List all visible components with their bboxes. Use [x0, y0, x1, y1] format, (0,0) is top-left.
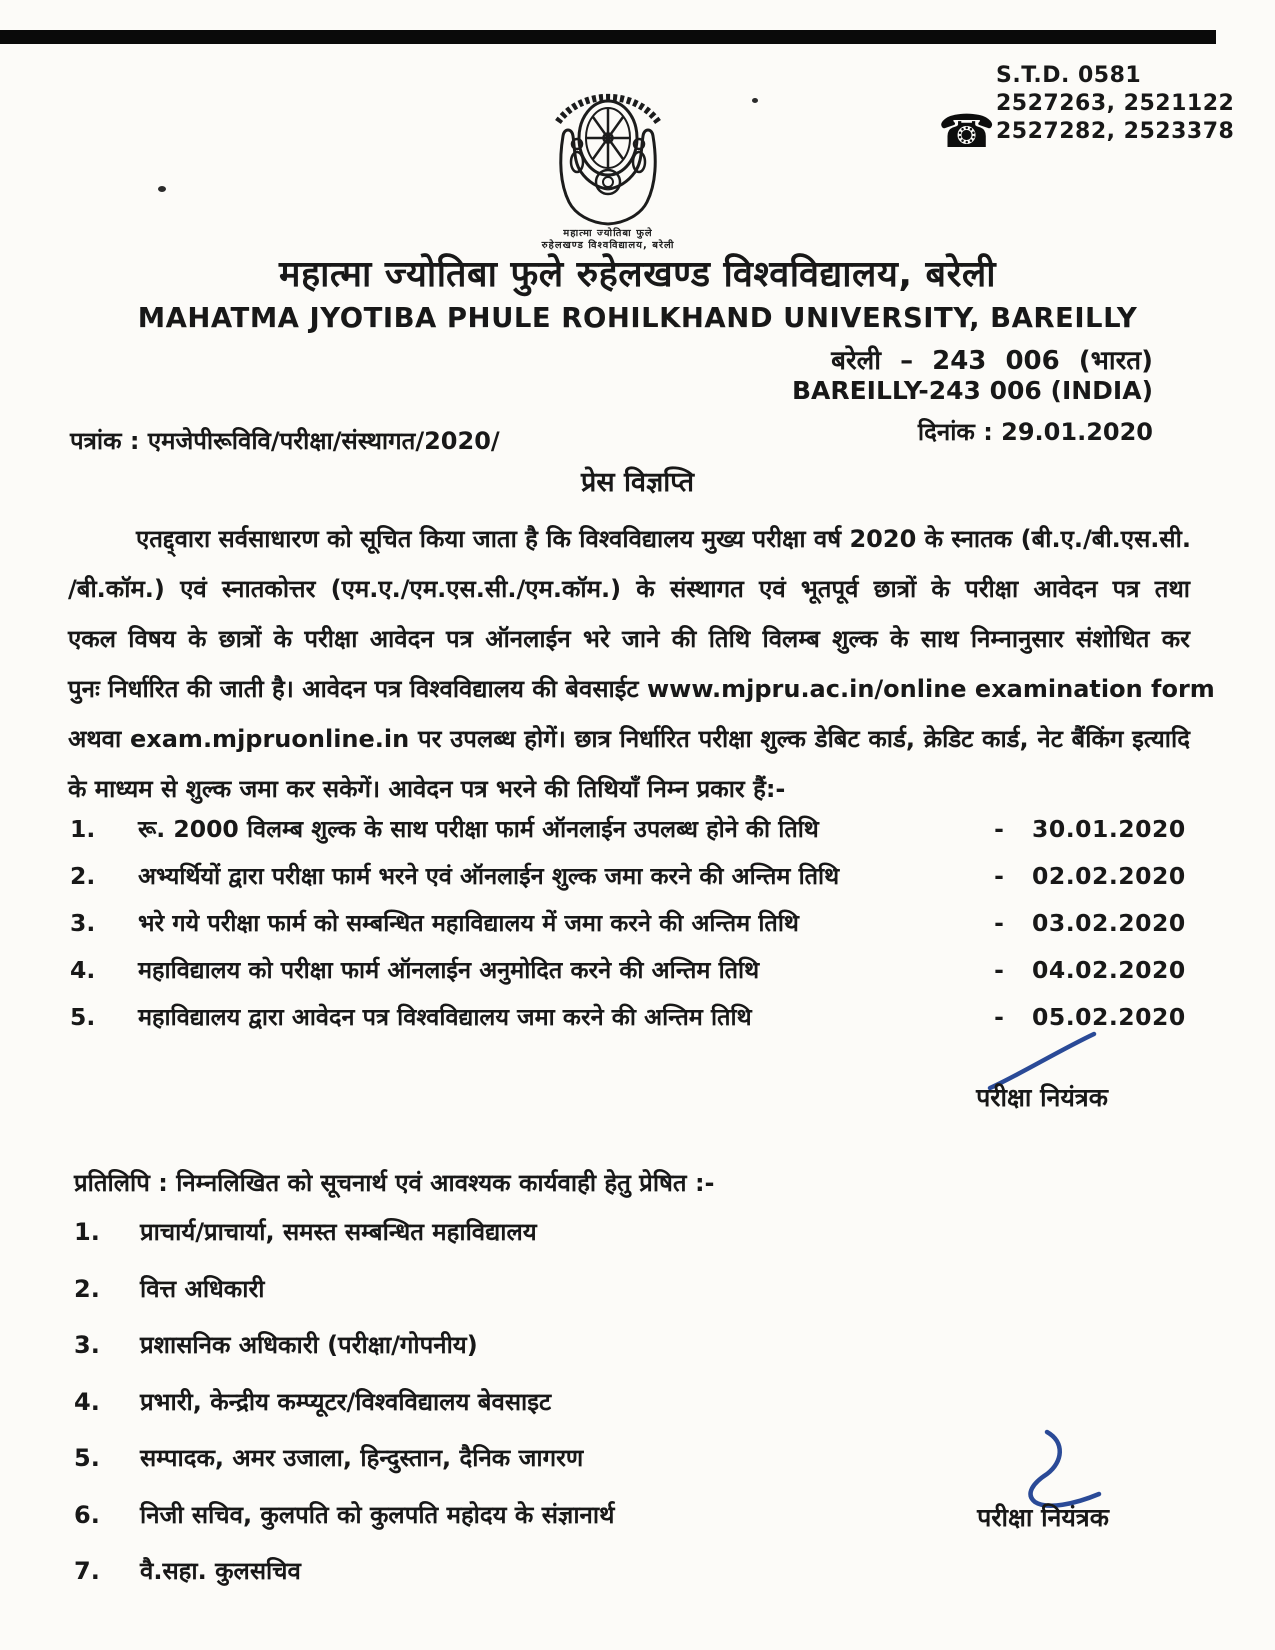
item-number: 6. — [74, 1500, 100, 1529]
body-paragraph — [68, 514, 1215, 814]
item-date: 04.02.2020 — [1032, 956, 1186, 984]
signature-block-top — [927, 1030, 1157, 1114]
item-text: महाविद्यालय द्वारा आवेदन पत्र विश्वविद्यालय जमा करने की अन्तिम तिथि — [138, 1003, 752, 1031]
body-line: एतद्द्वारा सर्वसाधारण को सूचित किया जाता है कि विश्वविद्यालय मुख्य परीक्षा वर्ष 2020 के स्नातक (बी.ए./बी.एस.सी. — [136, 525, 1191, 553]
date-schedule-list — [70, 812, 1186, 1047]
item-text: वित्त अधिकारी — [140, 1274, 265, 1303]
item-number: 5. — [74, 1444, 100, 1472]
item-number: 3. — [74, 1331, 100, 1359]
item-number: 1. — [74, 1218, 100, 1246]
copy-row — [74, 1269, 974, 1326]
phone-numbers-1: 2527263, 2521122 — [996, 91, 1235, 116]
logo-caption-1: महात्मा ज्योतिबा फुले — [563, 228, 653, 239]
item-text: वै.सहा. कुलसचिव — [140, 1557, 301, 1585]
item-number: 2. — [74, 1274, 100, 1303]
item-number: 3. — [70, 909, 96, 937]
reference-number: पत्रांक : एमजेपीरूविवि/परीक्षा/संस्थागत/2020/ — [70, 427, 500, 455]
copy-row — [74, 1382, 974, 1439]
copy-distribution-list — [74, 1212, 974, 1608]
item-text: रू. 2000 विलम्ब शुल्क के साथ परीक्षा फार्म ऑनलाईन उपलब्ध होने की तिथि — [138, 815, 819, 843]
phone-icon: ☎ — [938, 104, 996, 158]
item-text: प्राचार्य/प्राचार्या, समस्त सम्बन्धित महाविद्यालय — [140, 1218, 537, 1246]
item-number: 4. — [74, 1387, 100, 1416]
body-line: पुनः निर्धारित की जाती है। आवेदन पत्र विश्वविद्यालय की बेवसाईट www.mjpru.ac.in/online examination form — [68, 675, 1215, 703]
university-title-english: MAHATMA JYOTIBA PHULE ROHILKHAND UNIVERSITY, BAREILLY — [137, 302, 1138, 334]
std-code: S.T.D. 0581 — [996, 63, 1142, 88]
item-text: महाविद्यालय को परीक्षा फार्म ऑनलाईन अनुमोदित करने की अन्तिम तिथि — [138, 956, 760, 984]
item-text: प्रभारी, केन्द्रीय कम्प्यूटर/विश्वविद्यालय बेवसाइट — [140, 1387, 552, 1416]
body-line: अथवा exam.mjpruonline.in पर उपलब्ध होगें। छात्र निर्धारित परीक्षा शुल्क डेबिट कार्ड, क्रेडिट कार्ड, नेट बैंकिंग इत्यादि — [68, 725, 1190, 753]
item-date: 03.02.2020 — [1032, 909, 1186, 937]
scan-speck — [158, 186, 166, 192]
item-separator: - — [994, 862, 1004, 890]
scan-artifact-bar — [0, 30, 1216, 44]
item-separator: - — [994, 956, 1004, 984]
schedule-row — [70, 953, 1186, 1000]
logo-caption-2: रुहेलखण्ड विश्वविद्यालय, बरेली — [541, 240, 675, 251]
phone-numbers-2: 2527282, 2523378 — [996, 119, 1235, 144]
letter-date: दिनांक : 29.01.2020 — [917, 418, 1153, 446]
item-text: प्रशासनिक अधिकारी (परीक्षा/गोपनीय) — [140, 1331, 478, 1359]
item-number: 7. — [74, 1557, 100, 1585]
item-number: 1. — [70, 815, 96, 843]
copy-section-heading: प्रतिलिपि : निम्नलिखित को सूचनार्थ एवं आवश्यक कार्यवाही हेतु प्रेषित :- — [74, 1169, 715, 1197]
schedule-row — [70, 812, 1186, 859]
body-line: एकल विषय के छात्रों के परीक्षा आवेदन पत्र ऑनलाईन भरे जाने की तिथि विलम्ब शुल्क के साथ निम्नानुसार संशोधित कर — [68, 625, 1190, 653]
schedule-row — [70, 859, 1186, 906]
item-date: 05.02.2020 — [1032, 1003, 1186, 1031]
item-text: भरे गये परीक्षा फार्म को सम्बन्धित महाविद्यालय में जमा करने की अन्तिम तिथि — [138, 909, 799, 937]
scan-speck — [752, 98, 758, 103]
item-separator: - — [994, 815, 1004, 843]
controller-of-examinations-label: परीक्षा नियंत्रक — [977, 1503, 1109, 1532]
item-separator: - — [994, 909, 1004, 937]
press-release-heading: प्रेस विज्ञप्ति — [580, 467, 695, 498]
item-number: 5. — [70, 1003, 96, 1031]
item-number: 2. — [70, 862, 96, 890]
item-date: 30.01.2020 — [1032, 815, 1186, 843]
body-line: के माध्यम से शुल्क जमा कर सकेगें। आवेदन पत्र भरने की तिथियाँ निम्न प्रकार हैं:- — [68, 775, 786, 803]
copy-row — [74, 1551, 974, 1608]
item-text: निजी सचिव, कुलपति को कुलपति महोदय के संज्ञानार्थ — [140, 1500, 615, 1529]
item-text: सम्पादक, अमर उजाला, हिन्दुस्तान, दैनिक जागरण — [140, 1444, 584, 1472]
university-title-hindi: महात्मा ज्योतिबा फुले रुहेलखण्ड विश्वविद्यालय, बरेली — [278, 254, 997, 295]
item-separator: - — [994, 1003, 1004, 1031]
controller-of-examinations-label: परीक्षा नियंत्रक — [976, 1083, 1108, 1112]
address-english: BAREILLY-243 006 (INDIA) — [791, 376, 1153, 405]
copy-row — [74, 1438, 974, 1495]
contact-block — [938, 62, 1238, 158]
copy-row — [74, 1495, 974, 1552]
copy-row — [74, 1325, 974, 1382]
university-logo — [518, 76, 698, 252]
item-date: 02.02.2020 — [1032, 862, 1186, 890]
item-text: अभ्यर्थियों द्वारा परीक्षा फार्म भरने एवं ऑनलाईन शुल्क जमा करने की अन्तिम तिथि — [138, 862, 840, 890]
copy-row — [74, 1212, 974, 1269]
item-number: 4. — [70, 956, 96, 984]
schedule-row — [70, 906, 1186, 953]
body-line: /बी.कॉम.) एवं स्नातकोत्तर (एम.ए./एम.एस.सी./एम.कॉम.) के संस्थागत एवं भूतपूर्व छात्रों के परीक्षा आवेदन पत्र तथा — [68, 575, 1190, 603]
address-hindi: बरेली – 243 006 (भारत) — [831, 346, 1153, 376]
